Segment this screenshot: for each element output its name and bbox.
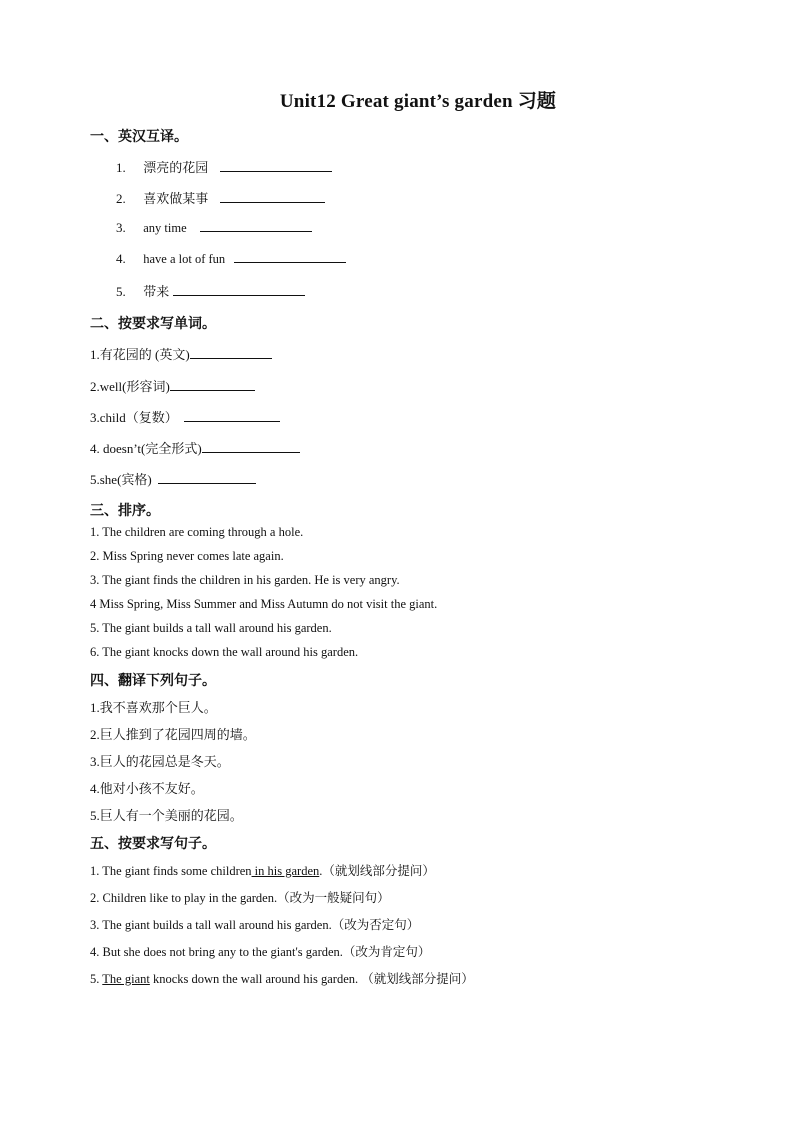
list-item: 5. The giant builds a tall wall around his garden. [90, 621, 332, 635]
item-text: 3.child（复数） [90, 410, 178, 425]
list-item [116, 281, 305, 300]
answer-blank[interactable] [220, 190, 325, 203]
list-item: 2.巨人推到了花园四周的墙。 [90, 727, 256, 742]
answer-blank[interactable] [173, 283, 305, 296]
list-item [116, 250, 346, 267]
answer-blank[interactable] [200, 219, 312, 232]
list-item: 3.巨人的花园总是冬天。 [90, 754, 230, 769]
answer-blank[interactable] [190, 346, 272, 359]
item-text: .（就划线部分提问） [319, 864, 435, 878]
item-number: 1. [116, 160, 126, 175]
list-item: 6. The giant knocks down the wall around his garden. [90, 645, 359, 659]
item-text: 3. The giant builds a tall wall around his garden.（改为否定句） [90, 918, 420, 932]
list-item: 3. The giant finds the children in his garden. He is very angry. [90, 573, 400, 587]
answer-blank[interactable] [202, 440, 300, 453]
list-item: 4.他对小孩不友好。 [90, 781, 204, 796]
list-item [116, 219, 312, 236]
section-heading: 三、排序。 [90, 504, 160, 519]
answer-blank[interactable] [170, 378, 255, 391]
section-heading: 二、按要求写单词。 [90, 317, 216, 332]
list-item [90, 438, 300, 457]
item-text: 喜欢做某事 [143, 191, 209, 206]
section-heading: 一、英汉互译。 [90, 130, 188, 145]
list-item [90, 344, 272, 363]
item-text: 5.she(宾格) [90, 472, 152, 487]
item-text: have a lot of fun [143, 252, 226, 266]
item-number: 5. [116, 284, 126, 299]
answer-blank[interactable] [234, 250, 346, 263]
item-text: 2.well(形容词) [90, 379, 170, 394]
list-item [90, 969, 474, 987]
list-item: 5.巨人有一个美丽的花园。 [90, 808, 243, 823]
item-text: 带来 [143, 284, 170, 299]
item-text: 4. doesn’t(完全形式) [90, 441, 202, 456]
list-item: 1.我不喜欢那个巨人。 [90, 700, 217, 715]
list-item [90, 376, 255, 395]
item-number: 4. [116, 251, 126, 266]
list-item: 4 Miss Spring, Miss Summer and Miss Autumn do not visit the giant. [90, 597, 438, 611]
underlined-text: The giant [102, 972, 150, 986]
list-item [90, 407, 280, 426]
page-title: Unit12 Great giant’s garden 习题 [279, 91, 557, 112]
answer-blank[interactable] [184, 409, 280, 422]
underlined-text: in his garden [251, 864, 320, 878]
list-item [116, 188, 325, 207]
section-heading: 四、翻译下列句子。 [90, 674, 216, 689]
item-text: 1. The giant finds some children [90, 864, 252, 878]
item-text: 4. But she does not bring any to the giant's garden.（改为肯定句） [90, 945, 431, 959]
item-number: 3. [116, 220, 126, 235]
item-text: knocks down the wall around his garden. （就划线部分提问） [149, 972, 474, 986]
item-text: 2. Children like to play in the garden.（改为一般疑问句） [90, 891, 390, 905]
list-item [90, 915, 419, 933]
item-text: 5. [90, 972, 103, 986]
list-item [90, 888, 390, 906]
section-heading: 五、按要求写句子。 [90, 837, 216, 852]
list-item: 2. Miss Spring never comes late again. [90, 549, 284, 563]
item-text: any time [143, 221, 187, 235]
item-text: 1.有花园的 (英文) [90, 347, 190, 362]
item-number: 2. [116, 191, 126, 206]
item-text: 漂亮的花园 [143, 160, 209, 175]
answer-blank[interactable] [220, 159, 332, 172]
list-item: 1. The children are coming through a hole. [90, 525, 304, 539]
list-item [90, 469, 256, 488]
list-item [90, 861, 435, 879]
list-item [116, 157, 332, 176]
answer-blank[interactable] [158, 471, 256, 484]
list-item [90, 942, 430, 960]
